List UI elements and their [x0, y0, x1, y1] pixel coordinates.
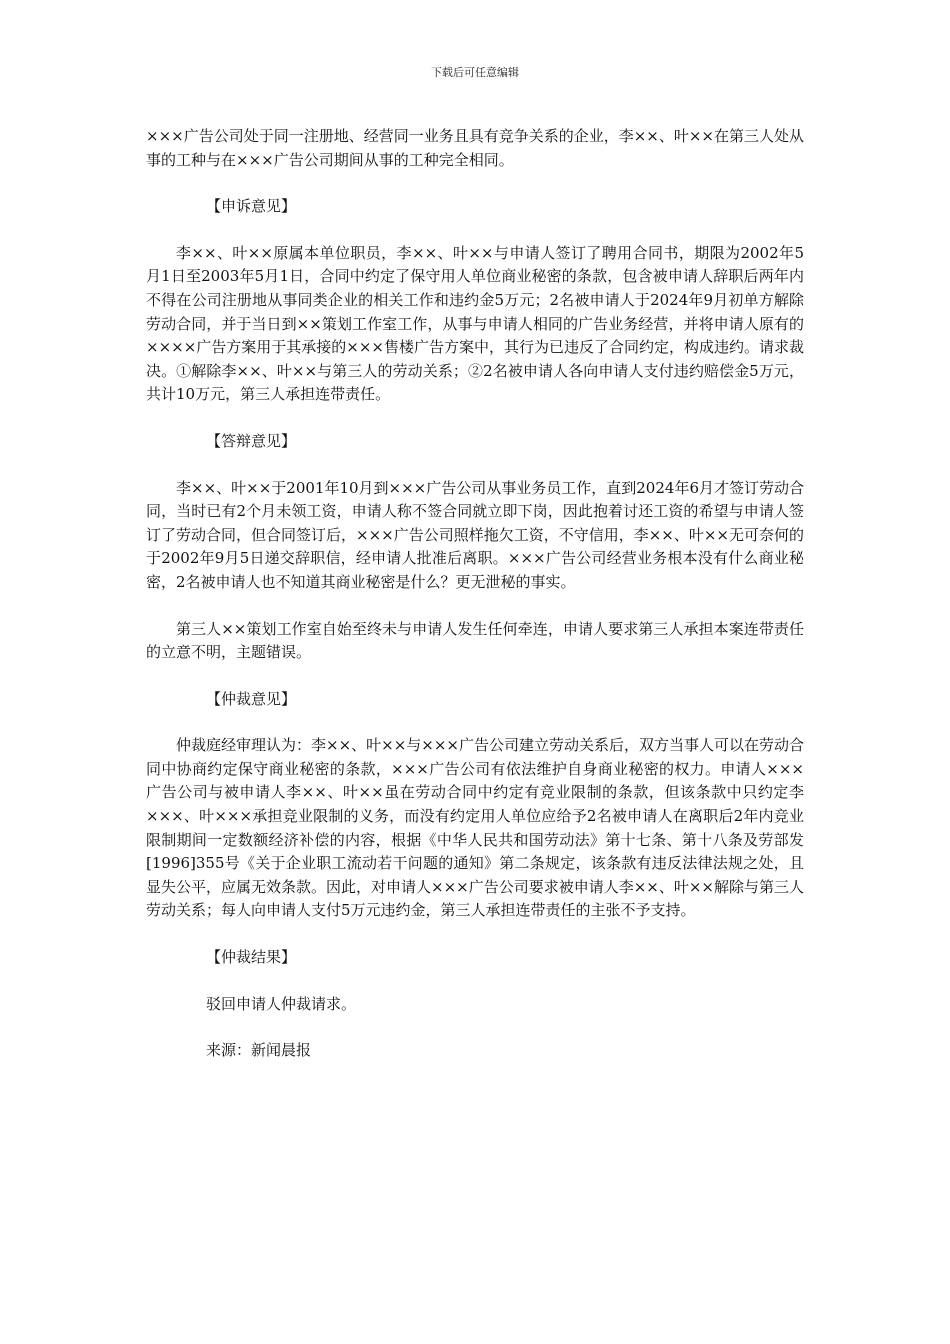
document-body — [146, 125, 804, 1086]
appeal-paragraph: 李××、叶××原属本单位职员，李××、叶××与申请人签订了聘用合同书，期限为2002年5月1日至2003年5月1日，合同中约定了保守用人单位商业秘密的条款，包含被申请人辞职后两年内不得在公司注册地从事同类企业的相关工作和违约金5万元；2名被申请人于2024年9月初单方解除劳动合同，并于当日到××策划工作室工作，从事与申请人相同的广告业务经营，并将申请人原有的××××广告方案用于其承接的×××售楼广告方案中，其行为已违反了合同约定，构成违约。请求裁决。①解除李××、叶××与第三人的劳动关系；②2名被申请人各向申请人支付违约赔偿金5万元，共计10万元，第三人承担连带责任。 — [146, 243, 804, 404]
source-line: 来源：新闻晨报 — [206, 1041, 312, 1060]
defense-paragraph-1: 李××、叶××于2001年10月到×××广告公司从事业务员工作，直到2024年6月才签订劳动合同，当时已有2个月未领工资，申请人称不签合同就立即下岗，因此抱着讨还工资的希望与申请人签订了劳动合同，但合同签订后，×××广告公司照样拖欠工资，不守信用，李××、叶××无可奈何的于2002年9月5日递交辞职信，经申请人批准后离职。×××广告公司经营业务根本没有什么商业秘密，2名被申请人也不知道其商业秘密是什么？更无泄秘的事实。 — [146, 478, 804, 591]
defense-paragraph-2: 第三人××策划工作室自始至终未与申请人发生任何牵连，申请人要求第三人承担本案连带责任的立意不明，主题错误。 — [146, 619, 804, 662]
section-heading-appeal: 【申诉意见】 — [206, 197, 297, 216]
section-heading-defense: 【答辩意见】 — [206, 431, 297, 450]
section-heading-opinion: 【仲裁意见】 — [206, 689, 297, 708]
opinion-paragraph: 仲裁庭经审理认为：李××、叶××与×××广告公司建立劳动关系后，双方当事人可以在劳动合同中协商约定保守商业秘密的条款，×××广告公司有依法维护自身商业秘密的权力。申请人×××广告公司与被申请人李××、叶××虽在劳动合同中约定有竞业限制的条款，但该条款中只约定李×××、叶×××承担竞业限制的义务，而没有约定用人单位应给予2名被申请人在离职后2年内竞业限制期间一定数额经济补偿的内容，根据《中华人民共和国劳动法》第十七条、第十八条及劳部发[1996]355号《关于企业职工流动若干问题的通知》第二条规定，该条款有违反法律法规之处，且显失公平，应属无效条款。因此，对申请人×××广告公司要求被申请人李××、叶××解除与第三人劳动关系；每人向申请人支付5万元违约金，第三人承担连带责任的主张不予支持。 — [146, 736, 804, 920]
intro-paragraph: ×××广告公司处于同一注册地、经营同一业务且具有竞争关系的企业，李××、叶××在第三人处从事的工种与在×××广告公司期间从事的工种完全相同。 — [146, 127, 804, 169]
page-header-note: 下载后可任意编辑 — [431, 66, 519, 79]
section-heading-result: 【仲裁结果】 — [206, 948, 297, 967]
result-paragraph: 驳回申请人仲裁请求。 — [206, 994, 357, 1013]
